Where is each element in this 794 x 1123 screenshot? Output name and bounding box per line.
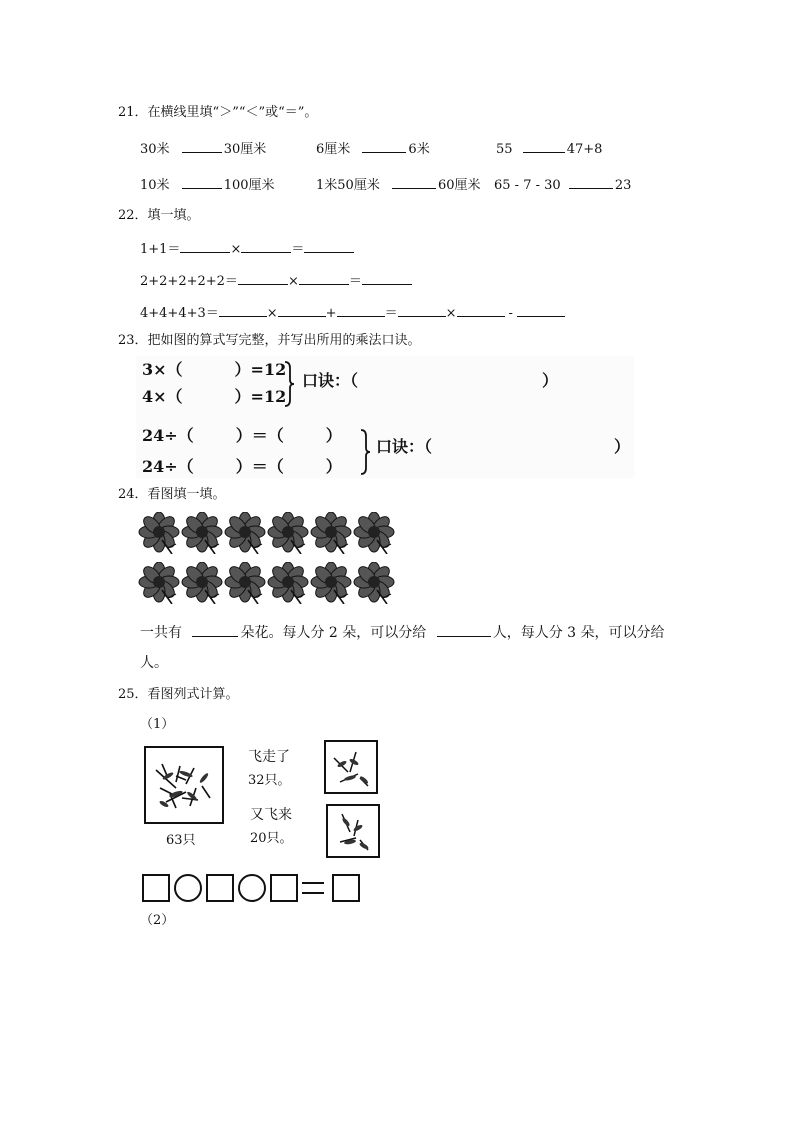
q21-item-4-right: 100厘米 — [223, 178, 275, 193]
q25-part-1-label: （1） — [140, 717, 175, 732]
q25-figure — [138, 738, 384, 856]
q25-flew-away-count: 32只。 — [248, 773, 291, 788]
q24-title: 24．看图填一填。 — [118, 487, 226, 502]
q24-text-1: 一共有 — [140, 625, 182, 641]
flower-icon — [138, 562, 180, 604]
q24-blank-2[interactable] — [437, 624, 491, 637]
flower-icon — [353, 512, 395, 554]
q22-blank[interactable] — [304, 240, 354, 253]
q21-item-5-left: 1米50厘米 — [316, 178, 380, 193]
q23-eq2-part-b: ）=12 — [234, 387, 287, 406]
q22-times: × — [287, 274, 299, 289]
q21-item-6 — [494, 176, 631, 192]
dragonfly-icon — [326, 742, 376, 792]
q22-blank[interactable] — [398, 304, 446, 317]
q21-item-5-right: 60厘米 — [437, 178, 481, 193]
q22-equals: ＝ — [291, 242, 305, 257]
q22-blank[interactable] — [337, 304, 385, 317]
flower-icon — [353, 562, 395, 604]
q23-koujue-1-label: 口诀：（ — [302, 371, 359, 390]
flower-icon — [181, 512, 223, 554]
q22-blank[interactable] — [241, 240, 291, 253]
answer-box[interactable] — [332, 874, 360, 902]
q21-item-2-left: 6厘米 — [316, 142, 351, 157]
q25-total-count: 63只 — [166, 833, 196, 848]
q22-plus: + — [325, 306, 337, 321]
q21-blank-2[interactable] — [362, 140, 406, 153]
flower-icon — [310, 512, 352, 554]
equals-sign-icon — [302, 882, 324, 894]
q21-item-1-right: 30厘米 — [223, 142, 267, 157]
dragonfly-box-away — [324, 740, 378, 794]
q21-blank-1[interactable] — [182, 140, 222, 153]
q23-eq4-part-c: ） — [325, 457, 342, 476]
q22-blank[interactable] — [278, 304, 326, 317]
q22-blank[interactable] — [299, 272, 349, 285]
q22-times: × — [445, 306, 457, 321]
q21-item-4 — [140, 176, 275, 192]
q23-koujue-1-close: ） — [542, 371, 559, 390]
dragonfly-box-back — [326, 804, 380, 858]
q22-blank[interactable] — [180, 240, 230, 253]
q22-line-1-expr: 1+1＝ — [140, 242, 181, 257]
q22-title: 22．填一填。 — [118, 208, 200, 223]
q22-minus: - — [508, 306, 513, 321]
q22-line-2-expr: 2+2+2+2+2＝ — [140, 274, 238, 289]
q22-blank[interactable] — [238, 272, 288, 285]
q23-koujue-2-close: ） — [614, 437, 631, 456]
q22-times: × — [266, 306, 278, 321]
q22-equals: ＝ — [384, 306, 398, 321]
q23-eq3 — [142, 428, 342, 444]
q21-item-6-right: 23 — [614, 178, 632, 193]
flower-icon — [181, 562, 223, 604]
q23-eq4-part-b: ）＝（ — [235, 457, 284, 476]
operator-circle[interactable] — [174, 874, 202, 902]
q21-item-3-left: 55 — [496, 142, 513, 157]
q23-eq3-part-c: ） — [325, 426, 342, 445]
answer-box[interactable] — [142, 874, 170, 902]
q24-text-2: 朵花。每人分 2 朵，可以分给 — [240, 625, 427, 641]
q21-item-6-left: 65 - 7 - 30 — [494, 178, 561, 193]
q23-eq2-part-a: 4×（ — [142, 387, 183, 406]
q21-item-5 — [316, 176, 481, 192]
q22-line-1 — [140, 240, 354, 256]
q25-title: 25．看图列式计算。 — [118, 687, 239, 702]
brace-icon — [358, 428, 372, 476]
flower-icon — [310, 562, 352, 604]
q21-blank-5[interactable] — [392, 176, 436, 189]
q25-flew-away: 飞走了 — [248, 749, 290, 765]
q21-item-3-right: 47+8 — [566, 142, 603, 157]
q23-koujue-2 — [376, 439, 630, 455]
q21-title: 21．在横线里填“＞”“＜”或“＝”。 — [118, 105, 318, 120]
flower-icon — [138, 512, 180, 554]
brace-icon — [282, 360, 296, 408]
q23-eq4 — [142, 459, 342, 475]
q21-blank-3[interactable] — [523, 140, 565, 153]
q22-line-3-expr: 4+4+4+3＝ — [140, 306, 219, 321]
flower-grid — [138, 512, 394, 610]
q23-eq3-part-a: 24÷（ — [142, 426, 194, 445]
q23-eq3-part-b: ）＝（ — [235, 426, 284, 445]
q23-eq1-part-a: 3×（ — [142, 360, 183, 379]
flower-icon — [267, 512, 309, 554]
flower-icon — [224, 562, 266, 604]
answer-box[interactable] — [270, 874, 298, 902]
q21-item-4-left: 10米 — [140, 178, 170, 193]
operator-circle[interactable] — [238, 874, 266, 902]
q23-koujue-1 — [302, 373, 558, 389]
q23-eq4-part-a: 24÷（ — [142, 457, 194, 476]
q23-title: 23．把如图的算式写完整，并写出所用的乘法口诀。 — [118, 333, 421, 348]
q23-eq2 — [142, 389, 286, 405]
flower-icon — [267, 562, 309, 604]
q25-flew-back-count: 20只。 — [250, 831, 293, 846]
q22-blank[interactable] — [517, 304, 565, 317]
dragonfly-icon — [328, 806, 378, 856]
q24-text-4: 人。 — [140, 655, 168, 671]
q24-blank-1[interactable] — [192, 624, 238, 637]
q21-item-1-left: 30米 — [140, 142, 170, 157]
q22-line-2 — [140, 272, 412, 288]
flower-icon — [224, 512, 266, 554]
q21-blank-6[interactable] — [569, 176, 613, 189]
q24-sentence — [140, 624, 665, 640]
q24-text-3: 人，每人分 3 朵，可以分给 — [492, 625, 665, 641]
q21-blank-4[interactable] — [182, 176, 222, 189]
q25-part-2-label: （2） — [140, 913, 175, 928]
q21-item-2 — [316, 140, 430, 156]
q22-line-3 — [140, 304, 565, 320]
q23-figure — [136, 356, 634, 478]
q21-item-1 — [140, 140, 266, 156]
q22-times: × — [230, 242, 242, 257]
q21-item-2-right: 6米 — [408, 142, 430, 157]
q23-eq1-part-b: ）=12 — [234, 360, 287, 379]
q22-blank[interactable] — [457, 304, 505, 317]
q22-equals: ＝ — [348, 274, 362, 289]
dragonfly-icon — [146, 748, 222, 822]
q22-blank[interactable] — [362, 272, 412, 285]
q23-eq1 — [142, 362, 286, 378]
dragonfly-box-large — [144, 746, 224, 824]
q25-equation-template — [138, 870, 384, 902]
q25-flew-back: 又飞来 — [250, 807, 292, 823]
answer-box[interactable] — [206, 874, 234, 902]
q22-blank[interactable] — [219, 304, 267, 317]
q21-item-3 — [496, 140, 602, 156]
q23-koujue-2-label: 口诀：（ — [376, 437, 433, 456]
